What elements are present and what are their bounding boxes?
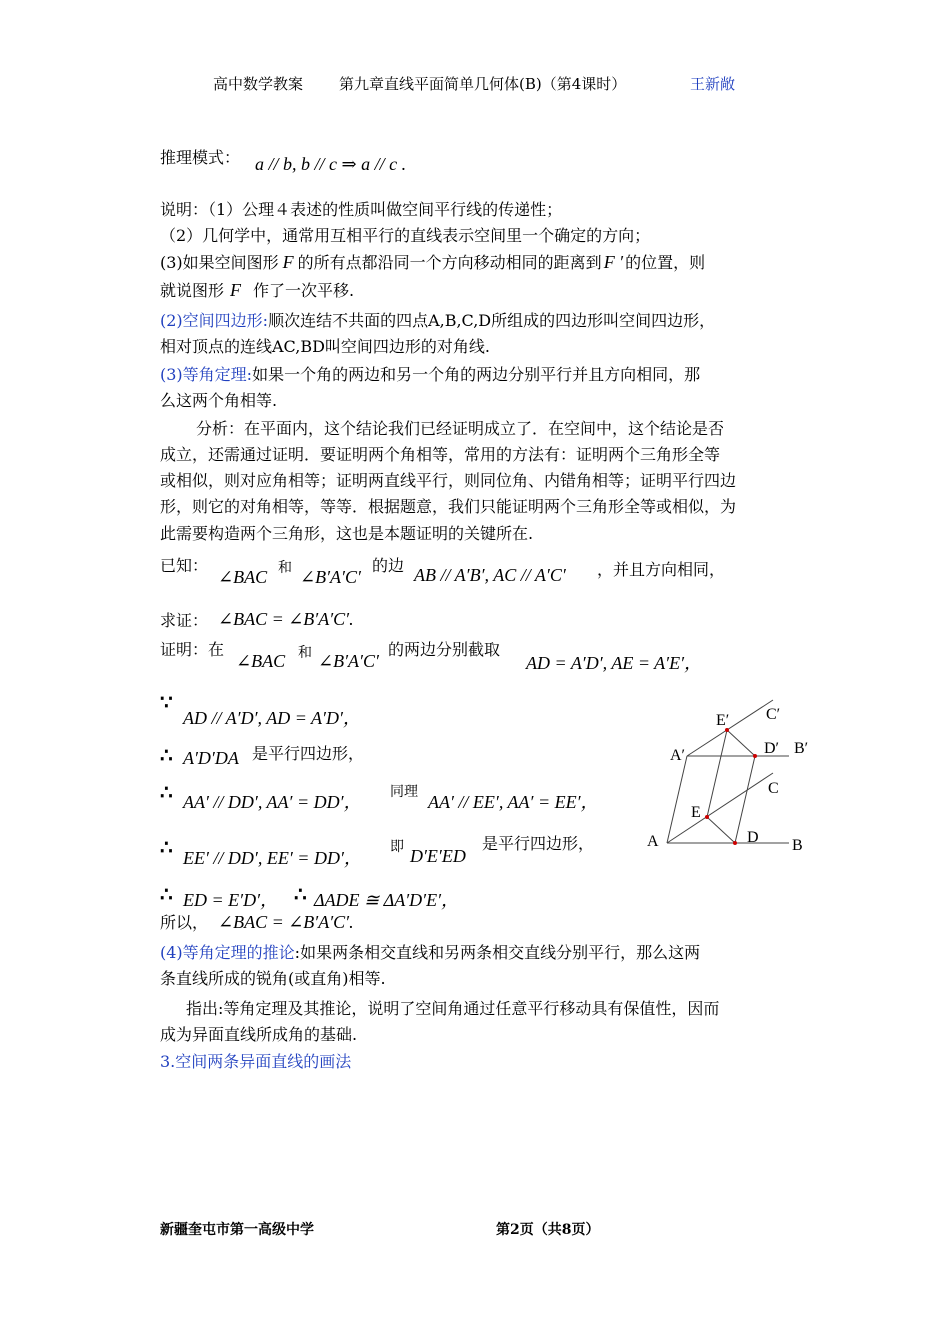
proof-cut-text: AD = A′D′, AE = A′E′: [526, 653, 685, 673]
proof-step-5: [183, 886, 278, 912]
quad-line-1: [160, 308, 715, 334]
line-E-D: [707, 817, 735, 843]
proof-angle-2: ∠B′A′C′: [318, 651, 379, 671]
therefore-symbol-1: ∴: [160, 743, 173, 767]
proof-step-3b-text: AA′ // EE′, AA′ = EE′: [428, 792, 581, 812]
point-out-line-2: 成为异面直线所成角的基础.: [160, 1025, 358, 1044]
label-C: C: [768, 780, 779, 797]
label-A: A: [647, 833, 659, 850]
proof-step-3: [183, 788, 362, 814]
given-angle-2: ∠B′A′C′: [300, 567, 361, 587]
point-out-line-1: 指出:等角定理及其推论，说明了空间角通过任意平行移动具有保值性，因而: [186, 999, 720, 1018]
proof-conclusion: ∠BAC = ∠B′A′C′.: [218, 912, 354, 932]
proof-cut: [526, 649, 702, 675]
analysis-line-5: 此需要构造两个三角形，这也是本题证明的关键所在.: [160, 524, 534, 543]
proof-step-4b: D′E′ED: [410, 846, 466, 866]
given-label: 已知：: [160, 556, 209, 575]
reasoning-label: 推理模式：: [160, 148, 241, 167]
label-B1: B′: [794, 740, 809, 757]
point-E: [705, 815, 709, 819]
label-C1: C′: [766, 706, 781, 723]
figure-F-2: F: [230, 280, 242, 300]
proof-namely: 即: [390, 839, 404, 855]
note-line-2: （2）几何学中，通常用互相平行的直线表示空间里一个确定的方向；: [160, 226, 651, 245]
analysis-line-2: 成立，还需通过证明．要证明两个角相等，常用的方法有：证明两个三角形全等: [160, 445, 721, 464]
label-D1: D′: [764, 740, 780, 757]
proof-step-5b-end: ，: [441, 890, 460, 910]
proof-step-3-end: ，: [343, 792, 362, 812]
proof-step-3-text: AA′ // DD′, AA′ = DD′: [183, 792, 344, 812]
label-B: B: [792, 837, 803, 854]
label-E: E: [691, 804, 701, 821]
proof-step-5-text: ED = E′D′: [183, 890, 261, 910]
given-condition: AB // A′B′, AC // A′C′: [414, 565, 566, 585]
proof-step-4: [183, 844, 362, 870]
therefore-symbol-3: ∴: [160, 835, 173, 859]
parallel-angles-figure: [630, 690, 830, 870]
corollary-line-2: 条直线所成的锐角(或直角)相等.: [160, 969, 386, 988]
given-mid: 的边: [372, 556, 405, 575]
corollary-text-1: :如果两条相交直线和另两条相交直线分别平行，那么这两: [294, 943, 701, 962]
analysis-line-3: 或相似，则对应角相等；证明两直线平行，则同位角、内错角相等；证明平行四边: [160, 471, 737, 490]
quad-title: (2)空间四边形:: [160, 311, 269, 330]
proof-cut-end: ，: [684, 653, 703, 673]
analysis-line-1: 分析：在平面内，这个结论我们已经证明成立了．在空间中，这个结论是否: [196, 419, 725, 438]
prove-label: 求证：: [160, 611, 209, 630]
proof-step-2: A′D′DA: [183, 748, 239, 768]
note-line-3-c: 的位置，则: [625, 253, 706, 272]
note-line-3-b: 的所有点都沿同一个方向移动相同的距离到: [297, 253, 602, 272]
proof-so: 所以，: [160, 913, 209, 932]
proof-and: 和: [298, 645, 312, 661]
corollary-line-1: [160, 940, 700, 966]
proof-step-3b-end: ，: [580, 792, 599, 812]
note-line-4: [160, 277, 354, 304]
proof-same: 同理: [390, 784, 418, 800]
proof-step-1-text: AD // A′D′, AD = A′D′: [183, 708, 343, 728]
proof-step-1-end: ，: [342, 708, 361, 728]
header-title-left: 高中数学教案: [213, 75, 304, 93]
header-chapter: 第九章直线平面简单几何体(B)（第4课时）: [339, 75, 627, 93]
proof-step-5-sep: ，: [260, 890, 279, 910]
note-line-4-a: 就说图形: [160, 281, 225, 300]
given-and: 和: [278, 560, 292, 576]
point-D: [733, 841, 737, 845]
line-E1-E: [707, 730, 727, 817]
therefore-symbol-5: ∴: [294, 882, 307, 906]
theorem-title: (3)等角定理:: [160, 365, 253, 384]
therefore-symbol-2: ∴: [160, 780, 173, 804]
figure-F-1: F: [282, 252, 294, 272]
figure-points: [705, 728, 757, 845]
label-D: D: [747, 829, 759, 846]
label-E1: E′: [716, 712, 730, 729]
proof-step-5b: [314, 886, 459, 912]
footer-page-number: 第2页（共8页）: [496, 1222, 600, 1238]
proof-step-4-text: EE′ // DD′, EE′ = DD′: [183, 848, 344, 868]
header-author: 王新敞: [690, 75, 736, 93]
given-tail: ，并且方向相同，: [597, 560, 726, 579]
corollary-title: (4)等角定理的推论: [160, 943, 295, 962]
because-symbol-1: ∵: [160, 690, 173, 714]
proof-step-2-tail: 是平行四边形，: [252, 744, 365, 763]
proof-step-1: [183, 704, 361, 730]
theorem-text-1: 如果一个角的两边和另一个角的两边分别平行并且方向相同，那: [252, 365, 701, 384]
line-E1-D1: [727, 730, 755, 756]
proof-angle-1: ∠BAC: [236, 651, 286, 671]
proof-step-4-end: ，: [343, 848, 362, 868]
proof-label: 证明：在: [160, 640, 225, 659]
proof-step-5b-text: ΔADE ≅ ΔA′D′E′: [314, 890, 442, 910]
theorem-line-1: [160, 362, 700, 388]
label-A1: A′: [670, 747, 686, 764]
note-line-4-b: 作了一次平移.: [253, 281, 355, 300]
section-3-title: 3.空间两条异面直线的画法: [160, 1052, 352, 1071]
note-line-1: 说明：（1）公理４表述的性质叫做空间平行线的传递性；: [160, 200, 563, 219]
proof-mid: 的两边分别截取: [388, 640, 501, 659]
prove-statement: ∠BAC = ∠B′A′C′.: [218, 609, 354, 629]
footer-school: 新疆奎屯市第一高级中学: [160, 1222, 314, 1238]
line-A1-A: [667, 756, 687, 843]
analysis-line-4: 形，则它的对角相等，等等．根据题意，我们只能证明两个三角形全等或相似，为: [160, 497, 737, 516]
figure-F-prime: F ′: [603, 252, 624, 272]
note-line-3-a: (3)如果空间图形: [160, 253, 279, 272]
reasoning-formula: a // b, b // c ⇒ a // c .: [255, 154, 407, 174]
theorem-line-2: 么这两个角相等.: [160, 391, 278, 410]
proof-step-4b-tail: 是平行四边形，: [482, 834, 595, 853]
given-angle-1: ∠BAC: [218, 567, 268, 587]
line-A1-C1: [687, 700, 773, 756]
therefore-symbol-4: ∴: [160, 882, 173, 906]
note-line-3: [160, 249, 705, 276]
quad-text-1: 顺次连结不共面的四点A,B,C,D所组成的四边形叫空间四边形，: [268, 311, 716, 330]
point-D1: [753, 754, 757, 758]
quad-line-2: 相对顶点的连线AC,BD叫空间四边形的对角线.: [160, 337, 490, 356]
proof-step-3b: [428, 788, 599, 814]
